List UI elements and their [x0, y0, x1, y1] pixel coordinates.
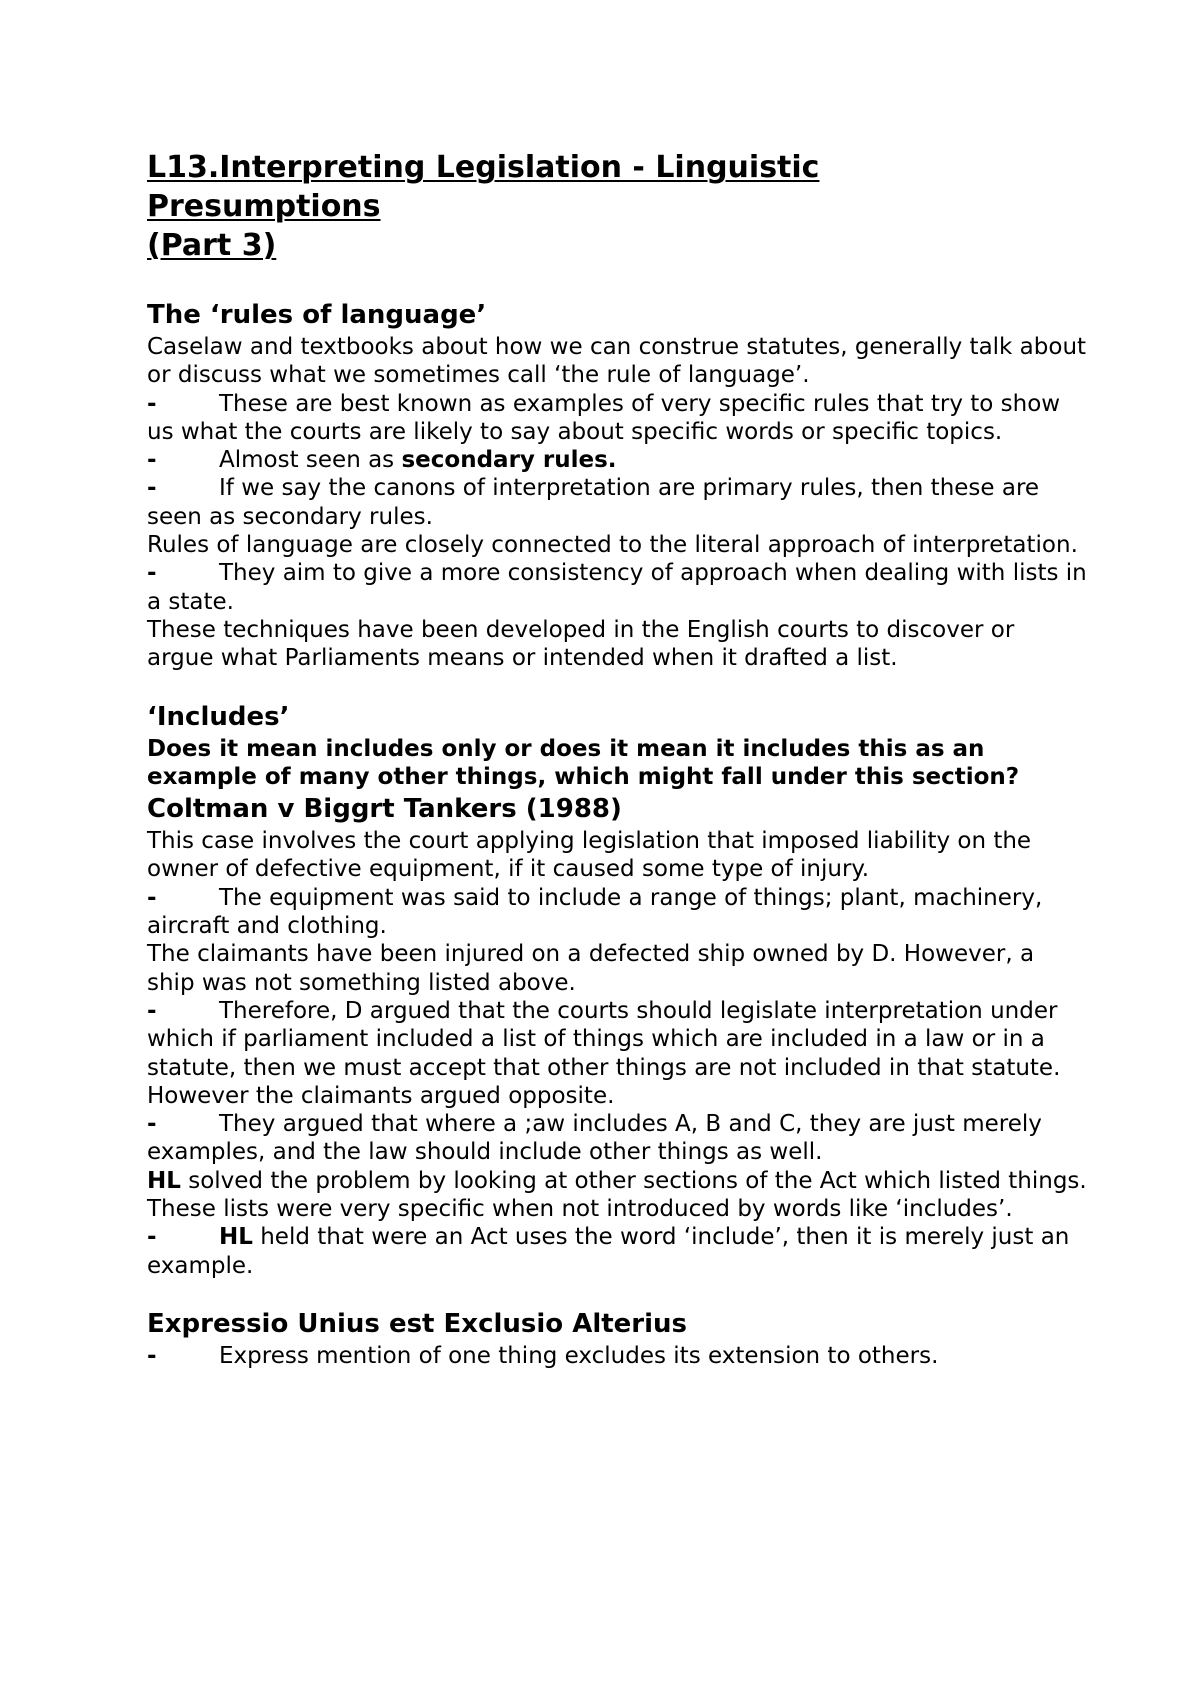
- bullet-text: They argued that where a ;aw includes A, B and C, they are just merely examples, and the law should include other things as well.: [147, 1111, 1042, 1166]
- paragraph: These techniques have been developed in the English courts to discover or argue what Parliaments means or intended when it drafted a list.: [147, 616, 1015, 672]
- bullet-text: They aim to give a more consistency of approach when dealing with lists in a state.: [147, 560, 1087, 615]
- bullet-dash: -: [147, 1224, 157, 1251]
- bullet-text: The equipment was said to include a range of things; plant, machinery, aircraft and clothing.: [147, 884, 1043, 940]
- bullet-text: These are best known as examples of very specific rules that try to show us what the courts are likely to say about specific words or specific topics.: [147, 390, 1061, 445]
- bold-abbrev: HL: [147, 1167, 181, 1194]
- bullet-dash: -: [147, 1111, 157, 1138]
- section-heading-expressio-unius: Expressio Unius est Exclusio Alterius: [147, 1308, 688, 1339]
- bullet-item: [147, 1342, 1087, 1370]
- bullet-bold-text: secondary rules.: [401, 447, 617, 474]
- bullet-text: Almost seen as: [219, 447, 402, 474]
- title-line-3: (Part 3): [147, 228, 277, 263]
- bullet-item: [147, 474, 1087, 531]
- bullet-text: held that were an Act uses the word ‘include’, then it is merely just an example.: [147, 1224, 1070, 1279]
- bullet-item: [147, 1223, 1087, 1280]
- bullet-text: Therefore, D argued that the courts should legislate interpretation under which if parliament included a list of things which are included in a law or in a statute, then we must accept that other things are not included in that statute.: [147, 997, 1061, 1081]
- bullet-dash: -: [147, 560, 157, 587]
- bullet-item: [147, 559, 1087, 616]
- bullet-item: [147, 1110, 1087, 1167]
- paragraph: Rules of language are closely connected to the literal approach of interpretation.: [147, 532, 1078, 559]
- bullet-dash: -: [147, 1342, 157, 1369]
- paragraph: The claimants have been injured on a defected ship owned by D. However, a ship was not something listed above.: [147, 941, 1035, 996]
- paragraph: Caselaw and textbooks about how we can construe statutes, generally talk about or discuss what we sometimes call ‘the rule of language’.: [147, 334, 1087, 389]
- bullet-item: [147, 884, 1087, 941]
- bullet-item: [147, 997, 1087, 1082]
- paragraph: This case involves the court applying legislation that imposed liability on the owner of defective equipment, if it caused some type of injury.: [147, 828, 1032, 883]
- document-page: [147, 140, 1087, 1370]
- case-heading: Coltman v Biggrt Tankers (1988): [147, 794, 622, 825]
- question-paragraph: Does it mean includes only or does it mean it includes this as an example of many other things, which might fall under this section?: [147, 735, 1020, 790]
- bullet-dash: -: [147, 997, 157, 1024]
- document-title: [147, 148, 1087, 265]
- bullet-dash: -: [147, 884, 157, 911]
- paragraph: However the claimants argued opposite.: [147, 1082, 615, 1109]
- paragraph-text: solved the problem by looking at other sections of the Act which listed things. These lists were very specific when not introduced by words like ‘includes’.: [147, 1167, 1087, 1223]
- bullet-item: [147, 446, 1087, 474]
- section-heading-rules-of-language: The ‘rules of language’: [147, 300, 487, 330]
- bold-abbrev: HL: [219, 1224, 253, 1251]
- title-line-1: L13.Interpreting Legislation - Linguistic: [147, 150, 820, 185]
- bullet-dash: -: [147, 390, 157, 417]
- bullet-text: Express mention of one thing excludes its extension to others.: [219, 1342, 939, 1369]
- bullet-dash: -: [147, 447, 157, 474]
- section-heading-includes: ‘Includes’: [147, 701, 290, 732]
- bullet-item: [147, 390, 1087, 447]
- title-line-2: Presumptions: [147, 189, 381, 224]
- bullet-text: If we say the canons of interpretation are primary rules, then these are seen as secondary rules.: [147, 475, 1040, 530]
- bullet-dash: -: [147, 475, 157, 502]
- paragraph: [147, 1167, 1087, 1224]
